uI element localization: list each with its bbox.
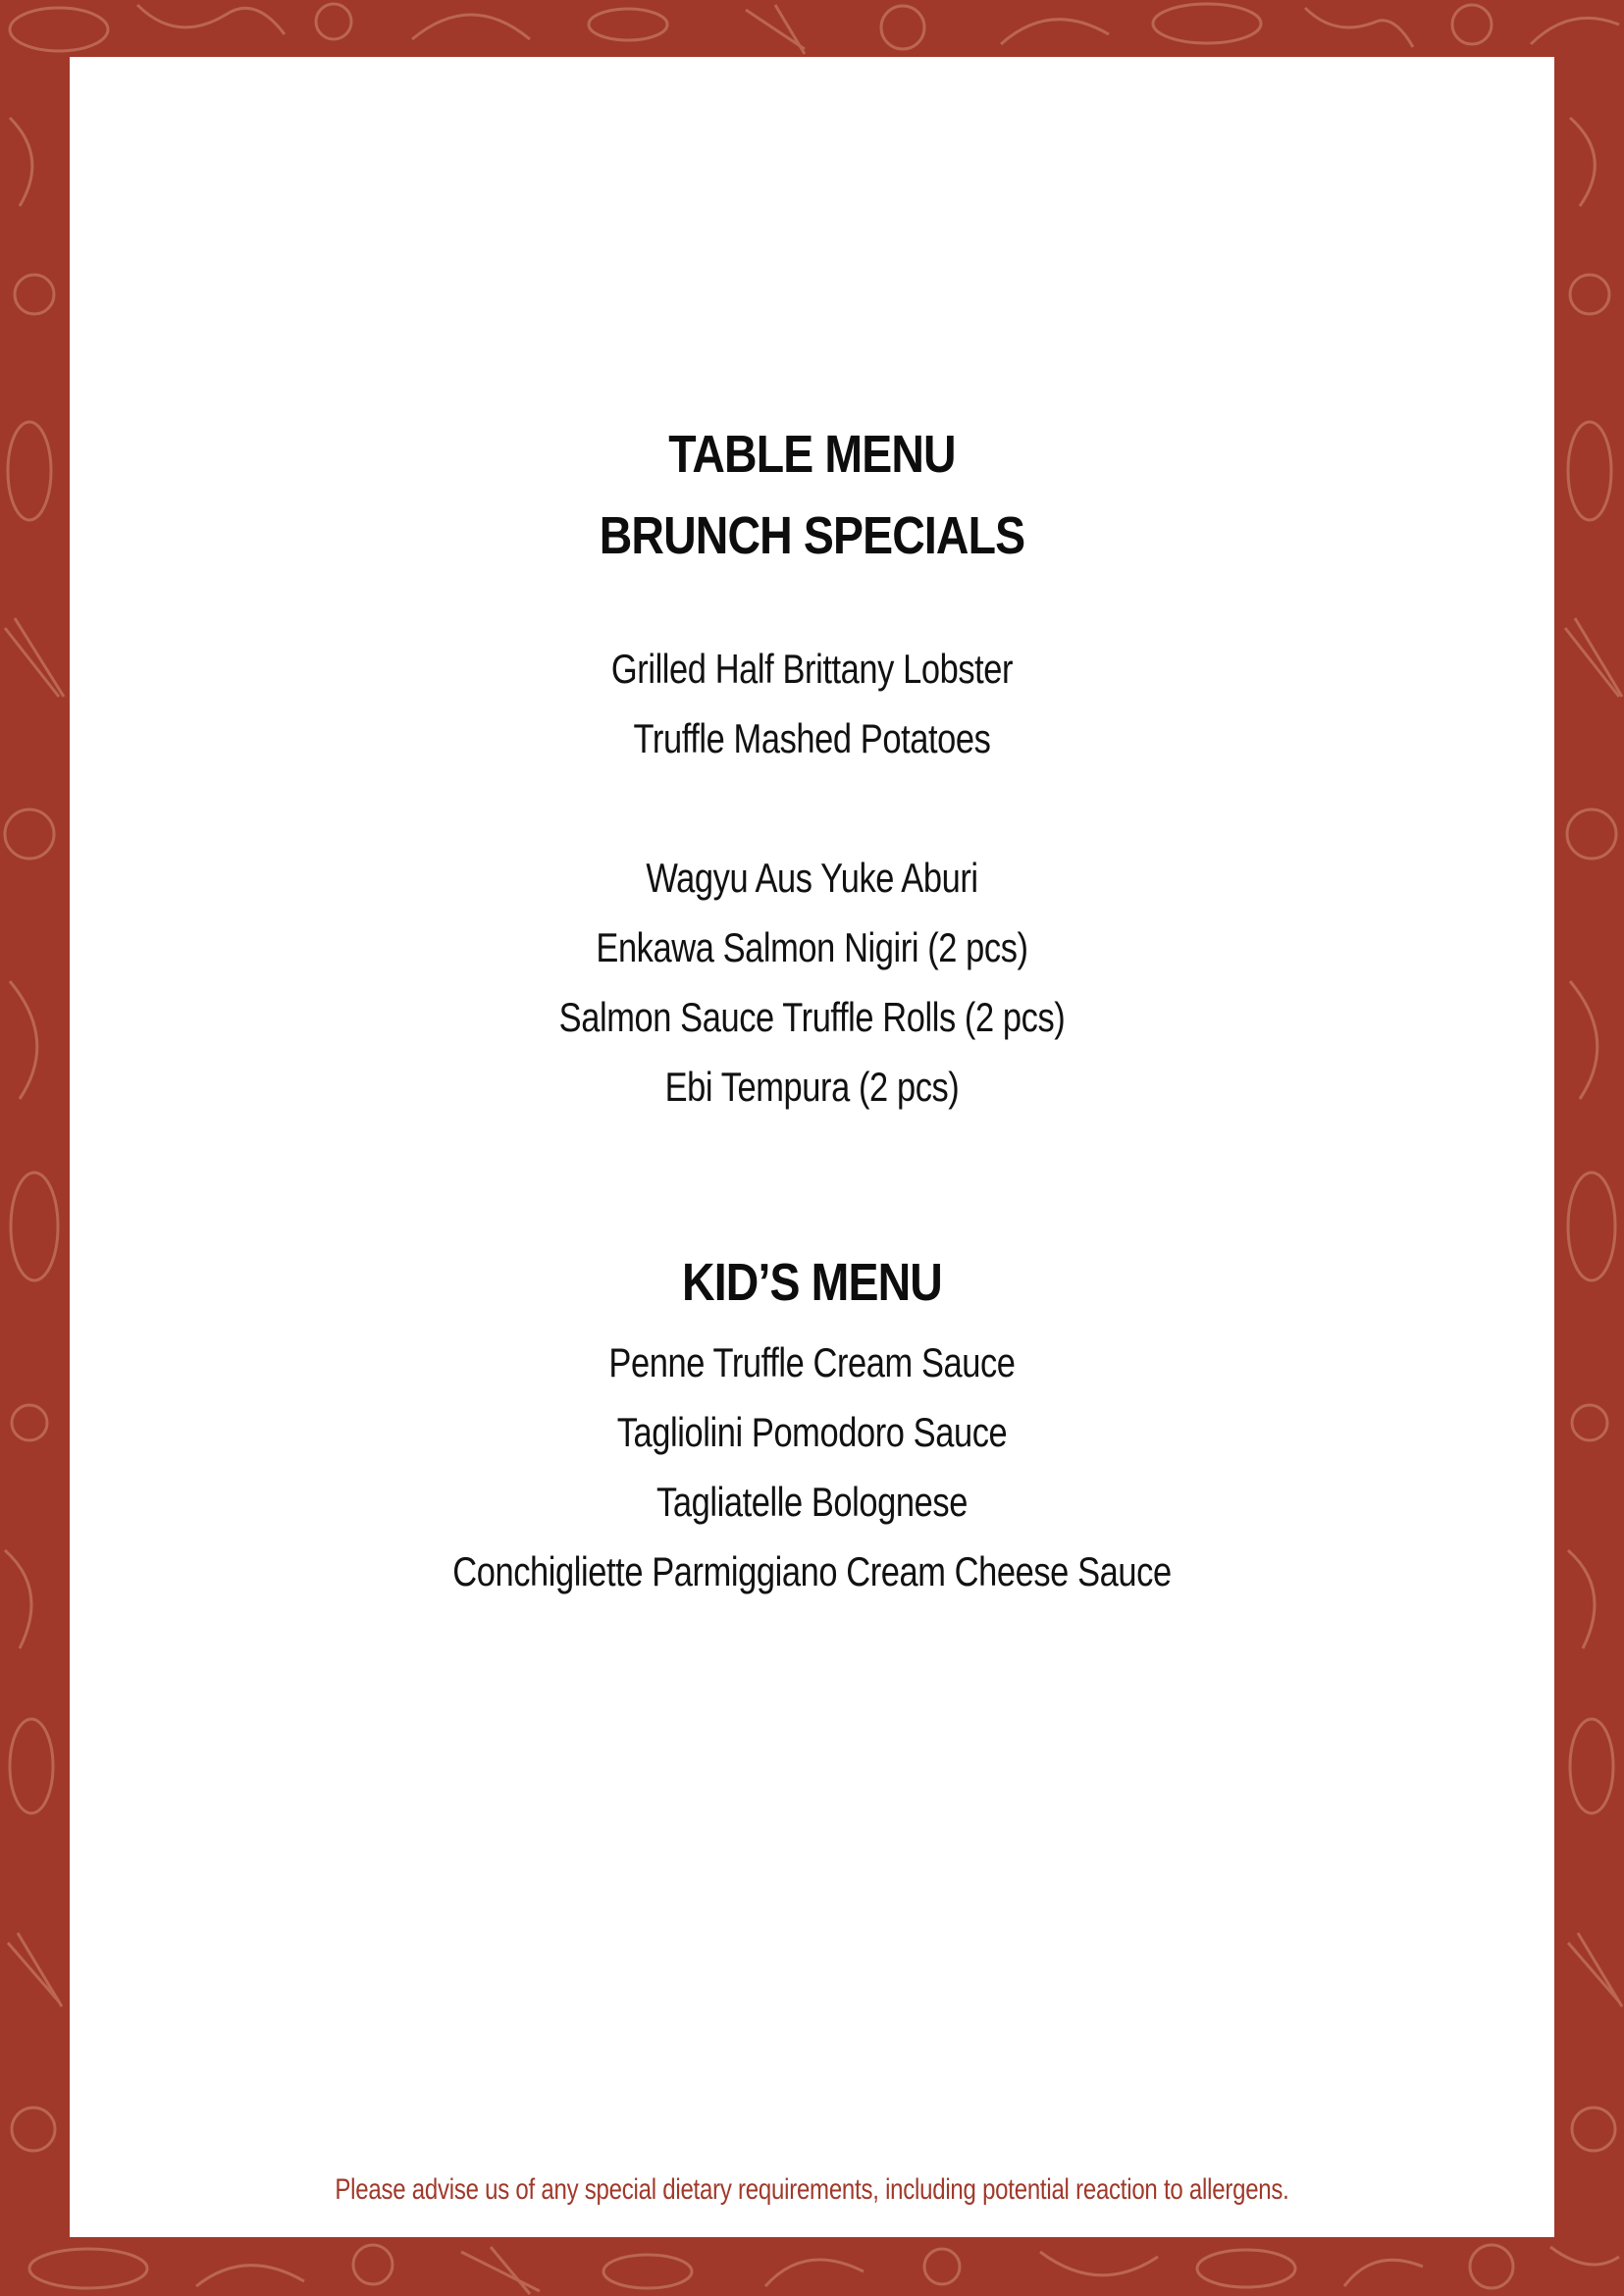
menu-item: Enkawa Salmon Nigiri (2 pcs)	[596, 924, 1028, 970]
menu-item: Truffle Mashed Potatoes	[633, 715, 991, 761]
menu-title-table-menu: TABLE MENU	[668, 425, 956, 484]
kids-menu-title: KID’S MENU	[682, 1253, 942, 1312]
allergen-note: Please advise us of any special dietary requirements, including potential reaction to allergens.	[335, 2173, 1289, 2206]
menu-title-brunch-specials: BRUNCH SPECIALS	[599, 506, 1025, 565]
menu-item: Grilled Half Brittany Lobster	[610, 646, 1014, 692]
kids-menu-item: Conchigliette Parmiggiano Cream Cheese Sauce	[452, 1548, 1172, 1594]
menu-item: Wagyu Aus Yuke Aburi	[646, 855, 978, 901]
menu-item: Ebi Tempura (2 pcs)	[664, 1064, 960, 1110]
kids-menu-item: Tagliatelle Bolognese	[656, 1479, 968, 1525]
menu-page	[70, 57, 1554, 2237]
menu-item: Salmon Sauce Truffle Rolls (2 pcs)	[558, 994, 1066, 1040]
kids-menu-item: Tagliolini Pomodoro Sauce	[616, 1409, 1008, 1455]
kids-menu-item: Penne Truffle Cream Sauce	[608, 1339, 1016, 1385]
